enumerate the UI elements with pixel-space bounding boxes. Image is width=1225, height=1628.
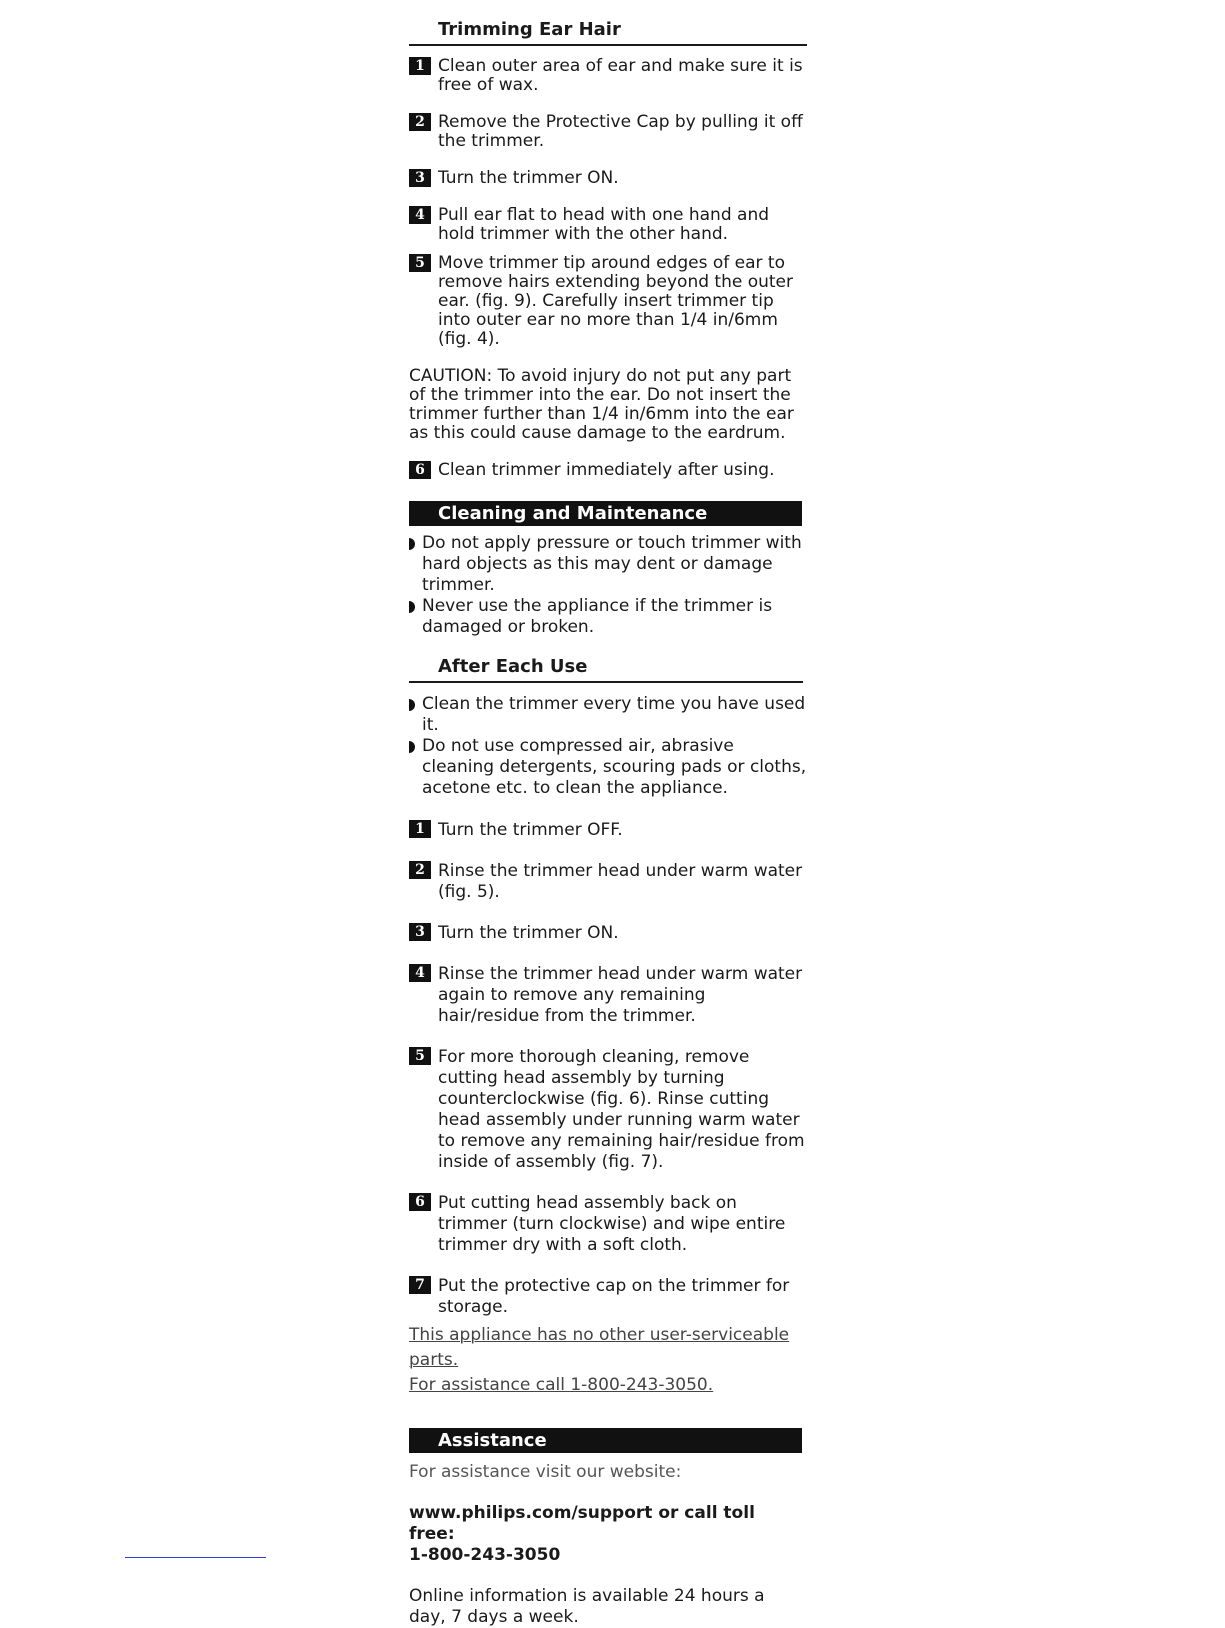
after-step-7 xyxy=(409,1276,807,1318)
toll-free-number: 1-800-243-3050 xyxy=(409,1545,561,1565)
step-text: Put cutting head assembly back on trimmer (turn clockwise) and wipe entire trimmer dry with a soft cloth. xyxy=(438,1193,786,1255)
ear-step-2 xyxy=(409,113,807,151)
assistance-intro: For assistance visit our website: xyxy=(409,1462,682,1482)
step-text: Rinse the trimmer head under warm water (fig. 5). xyxy=(438,861,803,902)
step-number-badge: 6 xyxy=(409,1193,431,1211)
step-number-badge: 4 xyxy=(409,964,431,982)
step-number-badge: 5 xyxy=(409,254,431,272)
ear-step-5 xyxy=(409,254,807,349)
bullet-icon xyxy=(409,699,415,711)
support-website: www.philips.com/support or call toll free: xyxy=(409,1503,755,1544)
step-number-badge: 1 xyxy=(409,820,431,838)
step-number-badge: 4 xyxy=(409,206,431,224)
ear-step-3 xyxy=(409,169,807,188)
bullet-text: Do not use compressed air, abrasive cleaning detergents, scouring pads or cloths, acetone etc. to clean the appliance. xyxy=(422,736,807,798)
step-number-badge: 5 xyxy=(409,1047,431,1065)
bullet-icon xyxy=(409,538,415,550)
section-title-trimming-ear-hair: Trimming Ear Hair xyxy=(409,0,807,46)
step-text: Move trimmer tip around edges of ear to remove hairs extending beyond the outer ear. (fig. 9). Carefully insert trimmer tip into outer ear no more than 1/4 in/6mm (fig. 4). xyxy=(438,253,793,349)
step-number-badge: 2 xyxy=(409,861,431,879)
step-text: Turn the trimmer OFF. xyxy=(438,820,623,840)
section-bar-cleaning-and-maintenance: Cleaning and Maintenance xyxy=(409,501,802,526)
step-number-badge: 3 xyxy=(409,169,431,187)
after-step-2 xyxy=(409,861,807,903)
step-text: Put the protective cap on the trimmer for storage. xyxy=(438,1276,790,1317)
ear-step-4 xyxy=(409,206,807,244)
after-bullet-1 xyxy=(409,694,807,736)
bullet-icon xyxy=(409,601,415,613)
step-text: Clean trimmer immediately after using. xyxy=(438,460,775,480)
step-number-badge: 1 xyxy=(409,57,431,75)
after-step-3 xyxy=(409,923,807,944)
step-text: Rinse the trimmer head under warm water again to remove any remaining hair/residue from the trimmer. xyxy=(438,964,803,1026)
serviceable-parts-note: This appliance has no other user-serviceable parts. xyxy=(409,1325,790,1370)
cleaning-bullet-1 xyxy=(409,533,807,596)
step-text: Clean outer area of ear and make sure it is free of wax. xyxy=(438,56,803,95)
ear-step-1 xyxy=(409,57,807,95)
step-text: Turn the trimmer ON. xyxy=(438,168,619,188)
footer-link-line xyxy=(125,1557,266,1558)
section-bar-assistance: Assistance xyxy=(409,1428,802,1453)
step-number-badge: 7 xyxy=(409,1276,431,1294)
bullet-icon xyxy=(409,741,415,753)
step-number-badge: 3 xyxy=(409,923,431,941)
after-step-6 xyxy=(409,1193,807,1256)
assistance-call-note: For assistance call 1-800-243-3050. xyxy=(409,1375,714,1395)
step-text: Pull ear flat to head with one hand and hold trimmer with the other hand. xyxy=(438,205,770,244)
step-number-badge: 6 xyxy=(409,461,431,479)
step-text: For more thorough cleaning, remove cutting head assembly by turning counterclockwise (fig. 6). Rinse cutting head assembly under running warm water to remove any remaining hair/residue from inside of assembly (fig. 7). xyxy=(438,1047,805,1172)
step-number-badge: 2 xyxy=(409,113,431,131)
step-text: Turn the trimmer ON. xyxy=(438,923,619,943)
after-step-1 xyxy=(409,820,807,841)
bullet-text: Never use the appliance if the trimmer is damaged or broken. xyxy=(422,596,773,637)
online-info: Online information is available 24 hours a day, 7 days a week. xyxy=(409,1586,765,1627)
section-title-after-each-use: After Each Use xyxy=(409,638,803,683)
bullet-text: Do not apply pressure or touch trimmer with hard objects as this may dent or damage trimmer. xyxy=(422,533,802,595)
ear-step-6 xyxy=(409,461,807,480)
step-text: Remove the Protective Cap by pulling it off the trimmer. xyxy=(438,112,803,151)
manual-page-column xyxy=(409,0,807,1628)
bullet-text: Clean the trimmer every time you have used it. xyxy=(422,694,806,735)
cleaning-bullet-2 xyxy=(409,596,807,638)
after-step-5 xyxy=(409,1047,807,1173)
caution-paragraph: CAUTION: To avoid injury do not put any part of the trimmer into the ear. Do not insert the trimmer further than 1/4 in/6mm into the ear as this could cause damage to the eardrum. xyxy=(409,366,794,443)
after-bullet-2 xyxy=(409,736,807,799)
after-step-4 xyxy=(409,964,807,1027)
